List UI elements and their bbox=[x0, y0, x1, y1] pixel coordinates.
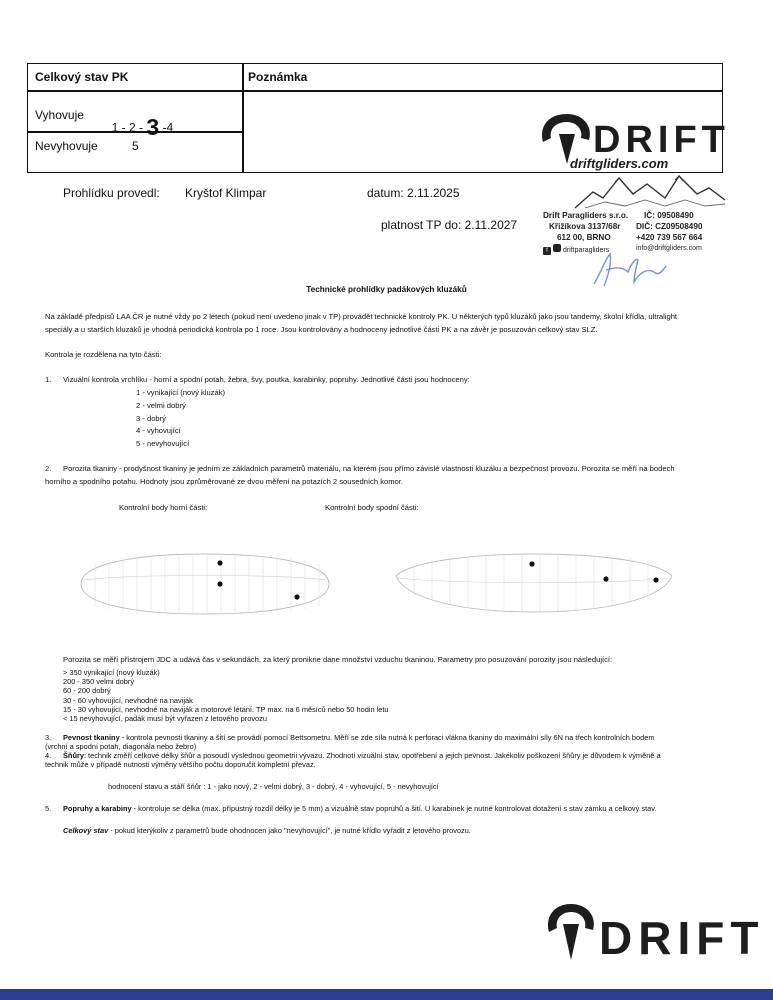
section-3-number: 3. bbox=[45, 733, 52, 742]
overall-status-title: Celkový stav bbox=[63, 826, 109, 835]
bottom-surface-wing-diagram bbox=[392, 550, 676, 620]
section-5-title: Popruhy a karabiny bbox=[63, 804, 132, 813]
grade-item: 2 - velmi dobrý bbox=[136, 400, 186, 410]
table-cell-note-header bbox=[242, 63, 723, 92]
section-4-text bbox=[63, 751, 661, 760]
stamp-contact-block bbox=[636, 210, 702, 254]
doc-title: Technické prohlídky padákových kluzáků bbox=[306, 285, 467, 294]
overall-status-rule bbox=[63, 826, 471, 835]
pass-scale-pre: 1 - 2 - bbox=[111, 120, 147, 135]
section-1-number: 1. bbox=[45, 375, 52, 384]
grade-item: 5 - nevyhovující bbox=[136, 439, 190, 449]
porosity-intro: Porozita se měří přístrojem JDC a udává čas v sekundách, za který pronikne dane množství vzduchu tkaninou. Parametry pro posuzování porozity jsou následující: bbox=[63, 655, 613, 664]
parts-intro: Kontrola je rozdělena na tyto části: bbox=[45, 350, 162, 359]
section-1-text: Vizuální kontrola vrchlíku - horní a spodní potah, žebra, švy, poutka, karabinky, popruhy. Jednotlivé části jsou hodnoceny: bbox=[63, 375, 470, 384]
grade-item: 1 - vynikající (nový kluzák) bbox=[136, 388, 226, 397]
stamp-dic: DIČ: CZ09508490 bbox=[636, 222, 703, 231]
section-2-number: 2. bbox=[45, 464, 52, 473]
porosity-range: 15 - 30 vyhovující, nevhodné na naviják a motorové létání. TP max. na 6 měsíců nebo 50 hodin letu bbox=[63, 704, 389, 714]
pass-scale bbox=[105, 100, 173, 141]
overall-status-header: Celkový stav PK bbox=[35, 70, 129, 84]
grade-item: 3 - dobrý bbox=[136, 413, 166, 423]
fail-value: 5 bbox=[132, 139, 139, 153]
inspector-label: Prohlídku provedl: bbox=[63, 186, 160, 200]
section-5-rest: - kontroluje se délka (max. přípustný rozdíl délky je 5 mm) a vizuálně stav popruhů a šití. U karabinek je nutné kontrolovat dotažení s stav zámku a celkový stav. bbox=[131, 804, 657, 813]
porosity-range: < 15 nevyhovující, padák musí být vyřazen z letového provozu bbox=[63, 714, 267, 724]
control-point bbox=[217, 581, 222, 586]
section-4-line-2: technik může v případě nutnosti výměny většího počtu doporučit kompletní převaz. bbox=[45, 760, 316, 769]
note-header: Poznámka bbox=[248, 70, 308, 84]
control-point bbox=[603, 576, 608, 581]
pass-label: Vyhovuje bbox=[35, 108, 84, 122]
wing-outline bbox=[81, 554, 329, 614]
intro-line-2: speciály a u starších kluzáků je vhodná periodická kontrola po 1 roce. Jsou kontrolovány a hodnoceny jednotlivé části PK a na závěr je posuzován celkový stav SLZ. bbox=[45, 324, 598, 334]
instagram-icon bbox=[553, 244, 561, 252]
footer-drift-logo bbox=[545, 900, 765, 970]
facebook-icon: f bbox=[543, 247, 551, 255]
section-4-number: 4. bbox=[45, 751, 52, 760]
intro-line-1: Na základě předpisů LAA ČR je nutné vždy po 2 letech (pokud není uvedeno jinak v TP) provádět technické kontroly PK. U některých typů kluzáků jako jsou tandemy, školní křídla, ultralight bbox=[45, 312, 678, 321]
section-3-line-2: (vrchní a spodní potah, diagonála nebo žebro) bbox=[45, 742, 197, 751]
control-point bbox=[529, 561, 534, 566]
footer-bar bbox=[0, 989, 773, 1000]
section-3-rest: - kontrola pevnosti tkaniny a šití se provádí pomocí Bettsometru. Měří se zde síla nutná k perforaci vlákna tkaniny do maximální síly 6N na třech kontrolních bodem bbox=[119, 733, 655, 742]
pass-scale-post: -4 bbox=[159, 120, 174, 135]
section-2-text bbox=[63, 463, 743, 476]
stamp-website-text: driftgliders.com bbox=[570, 156, 669, 171]
stamp-ic: IČ: 09508490 bbox=[644, 211, 694, 220]
lines-grading: hodnocení stavu a stáří šňůr : 1 - jako nový, 2 - velmi dobrý, 3 - dobrý, 4 - vyhovující, 5 - nevyhovující bbox=[108, 782, 439, 791]
top-points-label: Kontrolní body horní části: bbox=[119, 503, 208, 512]
section-2-line-1: Porozita tkaniny - prodyšnost tkaniny je jedním ze základních parametrů materiálu, na kterém jsou přímo závislé vlastnosti kluzáku a bezpečnost provozu. Porozita se měří na bodech bbox=[63, 464, 675, 473]
control-point bbox=[217, 560, 222, 565]
inspector-name: Kryštof Klimpar bbox=[185, 186, 267, 200]
stamp-social: driftparagliders bbox=[562, 247, 610, 254]
stamp-phone: +420 739 567 664 bbox=[636, 233, 703, 242]
grades-list bbox=[136, 387, 225, 451]
pass-scale-selected: 3 bbox=[146, 114, 160, 140]
control-point bbox=[653, 577, 658, 582]
stamp-street: Křižíkova 3137/68r bbox=[549, 222, 621, 231]
inspection-date: datum: 2.11.2025 bbox=[367, 186, 460, 200]
section-4-rest: : technik změří celkové délky šňůr a posoudí výslednou geometrii vývazu. Zhodnotí vizuální stav, opotřebení a jejich pevnost. Jakékoliv poškození šňůry je důvodem k výměně a bbox=[83, 751, 661, 760]
stamp-email: info@driftgliders.com bbox=[636, 245, 702, 252]
porosity-ranges bbox=[63, 668, 389, 723]
section-3-text bbox=[63, 733, 655, 742]
porosity-range: 60 - 200 dobrý bbox=[63, 686, 111, 696]
bottom-points-label: Kontrolní body spodní části: bbox=[325, 503, 419, 512]
section-4-title: Šňůry bbox=[63, 751, 84, 760]
section-5-number: 5. bbox=[45, 804, 52, 813]
section-5-text bbox=[63, 804, 656, 813]
stamp-company: Drift Paragliders s.r.o. bbox=[543, 211, 629, 220]
valid-until: platnost TP do: 2.11.2027 bbox=[381, 218, 518, 232]
footer-brand-text: DRIFT bbox=[599, 912, 765, 964]
mountains-icon bbox=[575, 170, 725, 210]
intro-paragraph bbox=[45, 311, 735, 337]
porosity-range: 200 - 350 velmi dobrý bbox=[63, 677, 135, 687]
porosity-range: > 350 vynikající (nový kluzák) bbox=[63, 668, 160, 677]
section-3-title: Pevnost tkaniny bbox=[63, 733, 120, 742]
grade-item: 4 - vyhovující bbox=[136, 426, 181, 436]
section-2-line-2: horního a spodního potahu. Hodnoty jsou zprůměrované ze dvou měření na potazích 2 sousedních komor. bbox=[45, 477, 403, 486]
control-point bbox=[294, 594, 299, 599]
porosity-range: 30 - 60 vyhovující, nevhodné na naviják bbox=[63, 695, 193, 705]
signature bbox=[588, 250, 688, 290]
stamp-brand-text: DRIFT bbox=[593, 119, 730, 161]
top-surface-wing-diagram bbox=[75, 550, 335, 620]
fail-label: Nevyhovuje bbox=[35, 139, 98, 153]
drift-stamp-logo bbox=[537, 108, 737, 172]
overall-status-rest: - pokud kterýkoliv z parametrů bude ohodnocen jako "nevyhovující", je nutné křídlo vyřadit z letového provozu. bbox=[108, 826, 471, 835]
stamp-city: 612 00, BRNO bbox=[557, 233, 611, 242]
